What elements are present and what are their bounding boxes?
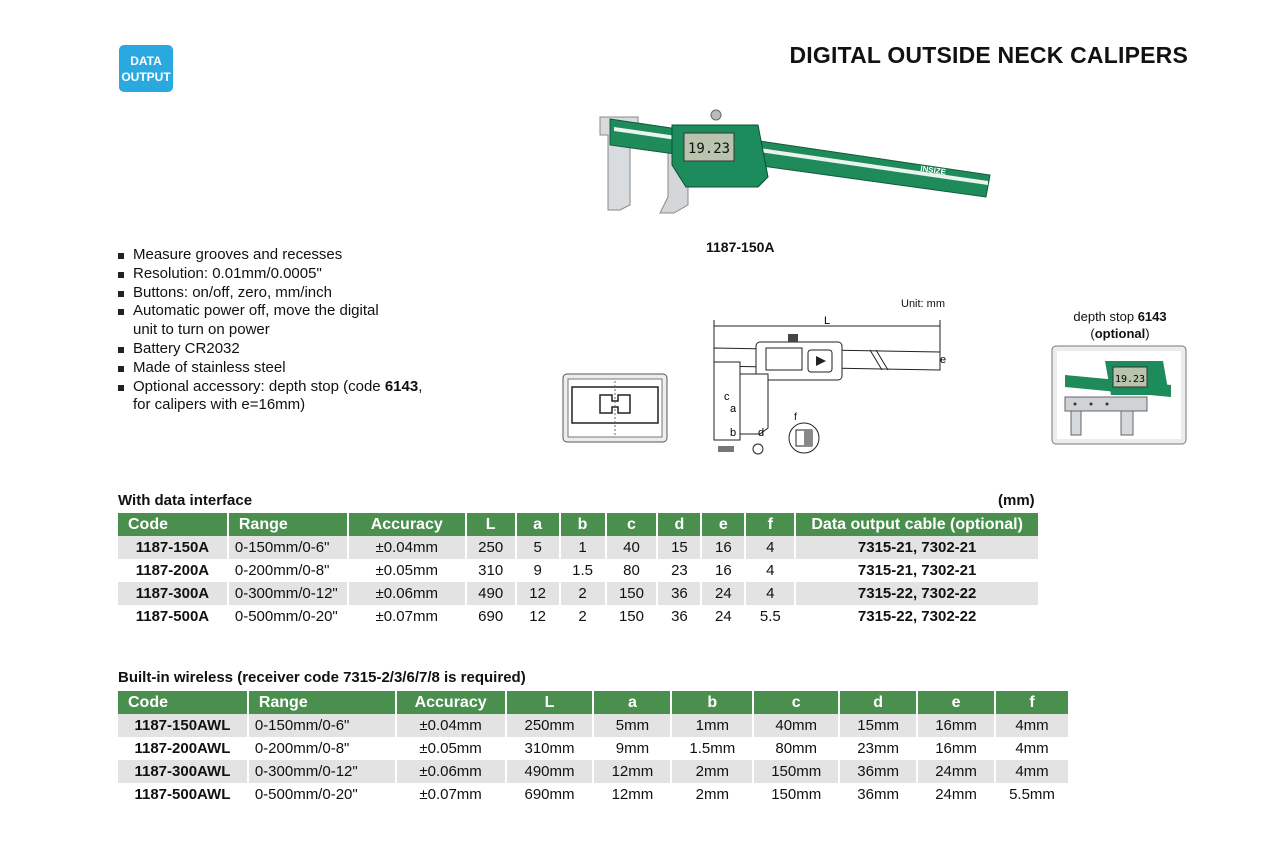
col-header: a — [593, 691, 671, 714]
cell: 24mm — [917, 760, 995, 783]
cell: 12 — [516, 582, 560, 605]
dimension-label-L: L — [824, 315, 831, 327]
cell: 36mm — [839, 783, 917, 806]
col-header: c — [606, 513, 658, 536]
cell: 0-500mm/0-20" — [248, 783, 396, 806]
cell: 0-150mm/0-6" — [228, 536, 348, 559]
cell: 9mm — [593, 737, 671, 760]
cell: 80mm — [753, 737, 839, 760]
col-header: c — [753, 691, 839, 714]
unit-label: Unit: mm — [901, 298, 945, 310]
badge-line-2: OUTPUT — [121, 69, 171, 84]
cell: ±0.04mm — [396, 714, 506, 737]
cell: 0-300mm/0-12" — [228, 582, 348, 605]
cell: 40 — [606, 536, 658, 559]
cell: 1187-500A — [118, 605, 228, 628]
dimension-label-d: d — [758, 427, 765, 439]
cell: 310 — [466, 559, 516, 582]
col-header: b — [671, 691, 753, 714]
technical-drawing — [710, 312, 950, 462]
cell: 490 — [466, 582, 516, 605]
cell: 23mm — [839, 737, 917, 760]
product-model-label: 1187-150A — [706, 239, 775, 255]
col-header: a — [516, 513, 560, 536]
cell: 1187-300AWL — [118, 760, 248, 783]
col-header: Code — [118, 691, 248, 714]
cell: 7315-21, 7302-21 — [795, 559, 1039, 582]
col-header: b — [560, 513, 606, 536]
table-row — [118, 536, 1039, 559]
cell: 150mm — [753, 783, 839, 806]
col-header: L — [506, 691, 594, 714]
cell: 250mm — [506, 714, 594, 737]
cell: 36 — [657, 582, 701, 605]
cell: 16 — [701, 559, 745, 582]
dimension-label-a: a — [730, 403, 737, 415]
cell: 0-500mm/0-20" — [228, 605, 348, 628]
cell: 690 — [466, 605, 516, 628]
cell: 1187-500AWL — [118, 783, 248, 806]
table-row — [118, 737, 1069, 760]
lcd-reading: 19.23 — [687, 141, 731, 157]
cell: 4mm — [995, 714, 1069, 737]
table-row — [118, 783, 1069, 806]
depth-stop-photo — [1051, 345, 1187, 445]
col-header: Accuracy — [348, 513, 466, 536]
feature-item: Made of stainless steel — [118, 359, 422, 378]
cell: 4 — [745, 559, 795, 582]
table1-unit: (mm) — [998, 492, 1035, 509]
col-header: L — [466, 513, 516, 536]
cell: ±0.06mm — [396, 760, 506, 783]
cell: 2 — [560, 582, 606, 605]
wireless-table — [118, 691, 1070, 806]
col-header: Range — [228, 513, 348, 536]
table-row — [118, 760, 1069, 783]
cell: ±0.07mm — [396, 783, 506, 806]
col-header: d — [839, 691, 917, 714]
data-interface-table — [118, 513, 1040, 628]
cell: 2 — [560, 605, 606, 628]
col-header: f — [745, 513, 795, 536]
cell: 7315-21, 7302-21 — [795, 536, 1039, 559]
col-header: Code — [118, 513, 228, 536]
table2-title: Built-in wireless (receiver code 7315-2/3/6/7/8 is required) — [118, 669, 526, 686]
feature-list — [118, 246, 422, 415]
feature-item: Buttons: on/off, zero, mm/inch — [118, 284, 422, 303]
cell: ±0.07mm — [348, 605, 466, 628]
cell: 5 — [516, 536, 560, 559]
cell: 150 — [606, 582, 658, 605]
cell: ±0.06mm — [348, 582, 466, 605]
table-row — [118, 582, 1039, 605]
dimension-label-f: f — [794, 412, 797, 423]
cell: 1.5 — [560, 559, 606, 582]
cell: 12mm — [593, 760, 671, 783]
cell: 7315-22, 7302-22 — [795, 605, 1039, 628]
brand-logo: INSIZE — [919, 164, 947, 177]
cell: 1187-200AWL — [118, 737, 248, 760]
cell: 40mm — [753, 714, 839, 737]
cell: 250 — [466, 536, 516, 559]
cell: 4mm — [995, 737, 1069, 760]
thumb-wheel-icon — [711, 110, 721, 120]
table-header-row — [118, 691, 1069, 714]
cell: ±0.04mm — [348, 536, 466, 559]
cell: 4 — [745, 582, 795, 605]
col-header: e — [701, 513, 745, 536]
jaw-profile-diagram — [562, 373, 668, 443]
dimension-label-e: e — [940, 354, 947, 366]
col-header: Data output cable (optional) — [795, 513, 1039, 536]
cell: 4mm — [995, 760, 1069, 783]
cell: 24mm — [917, 783, 995, 806]
cell: 0-200mm/0-8" — [248, 737, 396, 760]
cell: 1 — [560, 536, 606, 559]
table-row — [118, 605, 1039, 628]
cell: 2mm — [671, 783, 753, 806]
cell: 1187-150A — [118, 536, 228, 559]
cell: 9 — [516, 559, 560, 582]
table-header-row — [118, 513, 1039, 536]
depth-stop-label: depth stop 6143 (optional) — [1073, 309, 1167, 341]
cell: 5mm — [593, 714, 671, 737]
cell: 36mm — [839, 760, 917, 783]
cell: 24 — [701, 582, 745, 605]
cell: 1187-200A — [118, 559, 228, 582]
cell: 150 — [606, 605, 658, 628]
cell: 4 — [745, 536, 795, 559]
badge-line-1: DATA — [130, 53, 162, 68]
cell: 36 — [657, 605, 701, 628]
cell: ±0.05mm — [348, 559, 466, 582]
cell: 80 — [606, 559, 658, 582]
col-header: e — [917, 691, 995, 714]
col-header: Range — [248, 691, 396, 714]
feature-item: Measure grooves and recesses — [118, 246, 422, 265]
cell: 16mm — [917, 714, 995, 737]
cell: 16mm — [917, 737, 995, 760]
cell: 0-300mm/0-12" — [248, 760, 396, 783]
table-row — [118, 714, 1069, 737]
cell: 690mm — [506, 783, 594, 806]
feature-item: Automatic power off, move the digital unit to turn on power — [118, 302, 422, 340]
cell: 1mm — [671, 714, 753, 737]
cell: 24 — [701, 605, 745, 628]
cell: 0-150mm/0-6" — [248, 714, 396, 737]
col-header: d — [657, 513, 701, 536]
cell: 23 — [657, 559, 701, 582]
data-output-badge — [119, 45, 173, 92]
feature-item: Resolution: 0.01mm/0.0005" — [118, 265, 422, 284]
cell: 12mm — [593, 783, 671, 806]
page-title: DIGITAL OUTSIDE NECK CALIPERS — [789, 42, 1188, 68]
cell: 1.5mm — [671, 737, 753, 760]
dimension-label-b: b — [730, 427, 737, 439]
cell: 15mm — [839, 714, 917, 737]
table1-title: With data interface — [118, 492, 253, 509]
cell: ±0.05mm — [396, 737, 506, 760]
cell: 310mm — [506, 737, 594, 760]
dimension-label-c: c — [724, 391, 730, 403]
table-row — [118, 559, 1039, 582]
cell: 7315-22, 7302-22 — [795, 582, 1039, 605]
cell: 490mm — [506, 760, 594, 783]
cell: 5.5mm — [995, 783, 1069, 806]
caliper-photo — [590, 105, 995, 217]
cell: 5.5 — [745, 605, 795, 628]
cell: 12 — [516, 605, 560, 628]
col-header: f — [995, 691, 1069, 714]
cell: 0-200mm/0-8" — [228, 559, 348, 582]
cell: 15 — [657, 536, 701, 559]
depth-stop-lcd-reading: 19.23 — [1114, 374, 1146, 385]
cell: 1187-300A — [118, 582, 228, 605]
cell: 150mm — [753, 760, 839, 783]
cell: 1187-150AWL — [118, 714, 248, 737]
cell: 16 — [701, 536, 745, 559]
col-header: Accuracy — [396, 691, 506, 714]
feature-item: Battery CR2032 — [118, 340, 422, 359]
feature-item: Optional accessory: depth stop (code 6143, for calipers with e=16mm) — [118, 378, 422, 416]
cell: 2mm — [671, 760, 753, 783]
